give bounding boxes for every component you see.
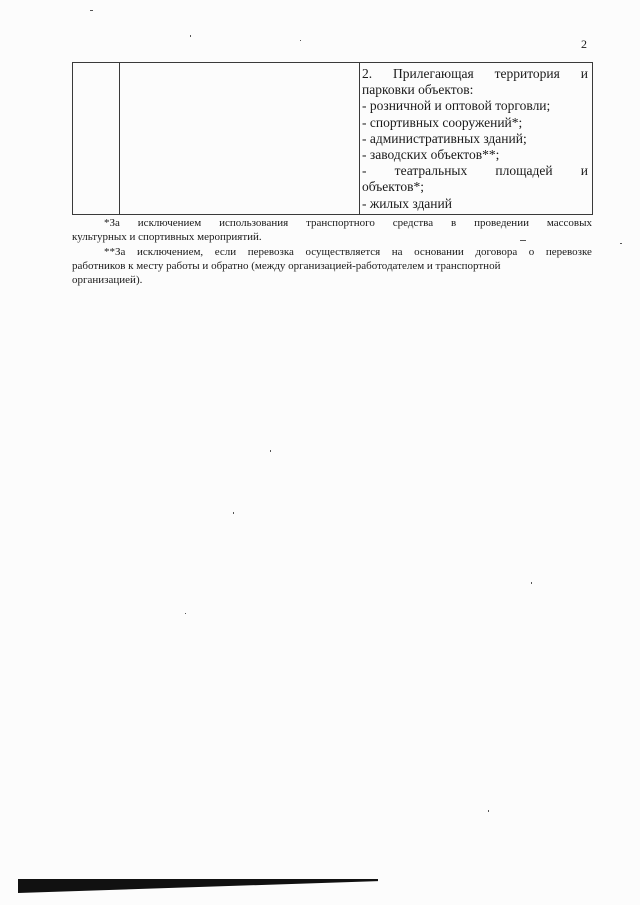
footnote-word: в [450, 217, 457, 229]
footnote-word: договора [475, 246, 518, 258]
table-cell-word: и [580, 163, 588, 179]
footnote-word: **За [104, 246, 126, 258]
footnote-word: транспортного [306, 217, 375, 229]
footnote-word: если [214, 246, 237, 258]
footnote-second-line-1 [72, 245, 592, 259]
table-cell-line [362, 66, 588, 82]
footnote-word: средства [392, 217, 434, 229]
scan-speck [520, 240, 526, 241]
table-cell-word: площадей [495, 163, 553, 179]
scan-speck [90, 10, 93, 11]
footnote-word: *За [104, 217, 120, 229]
table-cell-word: 2. [362, 66, 373, 81]
table-cell-word: - [362, 163, 367, 179]
table-cell-line: парковки объектов: [362, 82, 474, 98]
footnote-word: о [528, 246, 535, 258]
scan-speck [300, 40, 301, 41]
footnote-first-line-2: культурных и спортивных мероприятий. [72, 231, 262, 243]
table-cell-line [362, 163, 588, 179]
table-cell-line: - административных зданий; [362, 130, 527, 146]
footnote-first-line-1 [72, 216, 592, 230]
table-column-divider [359, 63, 360, 214]
footnote-second [72, 245, 592, 287]
footnote-word: на [391, 246, 403, 258]
table-column-divider [119, 63, 120, 214]
scan-speck [190, 35, 191, 37]
objects-table [72, 62, 593, 215]
table-cell-word: и [580, 66, 588, 81]
table-cell-word: Прилегающая [393, 66, 474, 81]
scan-speck [233, 512, 234, 514]
footnote-word: осуществляется [305, 246, 381, 258]
scan-speck [488, 810, 489, 812]
scan-speck [185, 613, 186, 614]
footnote-second-line-3: организацией). [72, 274, 143, 286]
footnote-word: основании [414, 246, 464, 258]
footnote-word: перевозке [545, 246, 592, 258]
table-cell-line: - спортивных сооружений*; [362, 114, 523, 130]
table-cell-line: - жилых зданий [362, 195, 452, 211]
scan-edge-shadow [18, 879, 378, 893]
footnote-second-line-2: работников к месту работы и обратно (между организацией-работодателем и транспортной [72, 260, 501, 272]
table-cell-line: - заводских объектов**; [362, 147, 500, 163]
footnote-word: перевозка [247, 246, 294, 258]
table-cell-line: объектов*; [362, 179, 424, 195]
table-cell-word: территория [494, 66, 560, 81]
scan-speck [270, 450, 271, 452]
page-number: 2 [581, 37, 587, 51]
table-cell-objects-list [362, 66, 588, 212]
table-cell-line: - розничной и оптовой торговли; [362, 98, 551, 114]
footnote-word: использования [219, 217, 289, 229]
scan-speck [531, 582, 532, 584]
footnote-first [72, 216, 592, 244]
scan-speck [620, 243, 622, 244]
table-cell-word: театральных [394, 163, 468, 179]
footnote-word: проведении [474, 217, 529, 229]
footnote-word: исключением [137, 217, 202, 229]
footnote-word: массовых [546, 217, 592, 229]
footnote-word: исключением, [136, 246, 204, 258]
